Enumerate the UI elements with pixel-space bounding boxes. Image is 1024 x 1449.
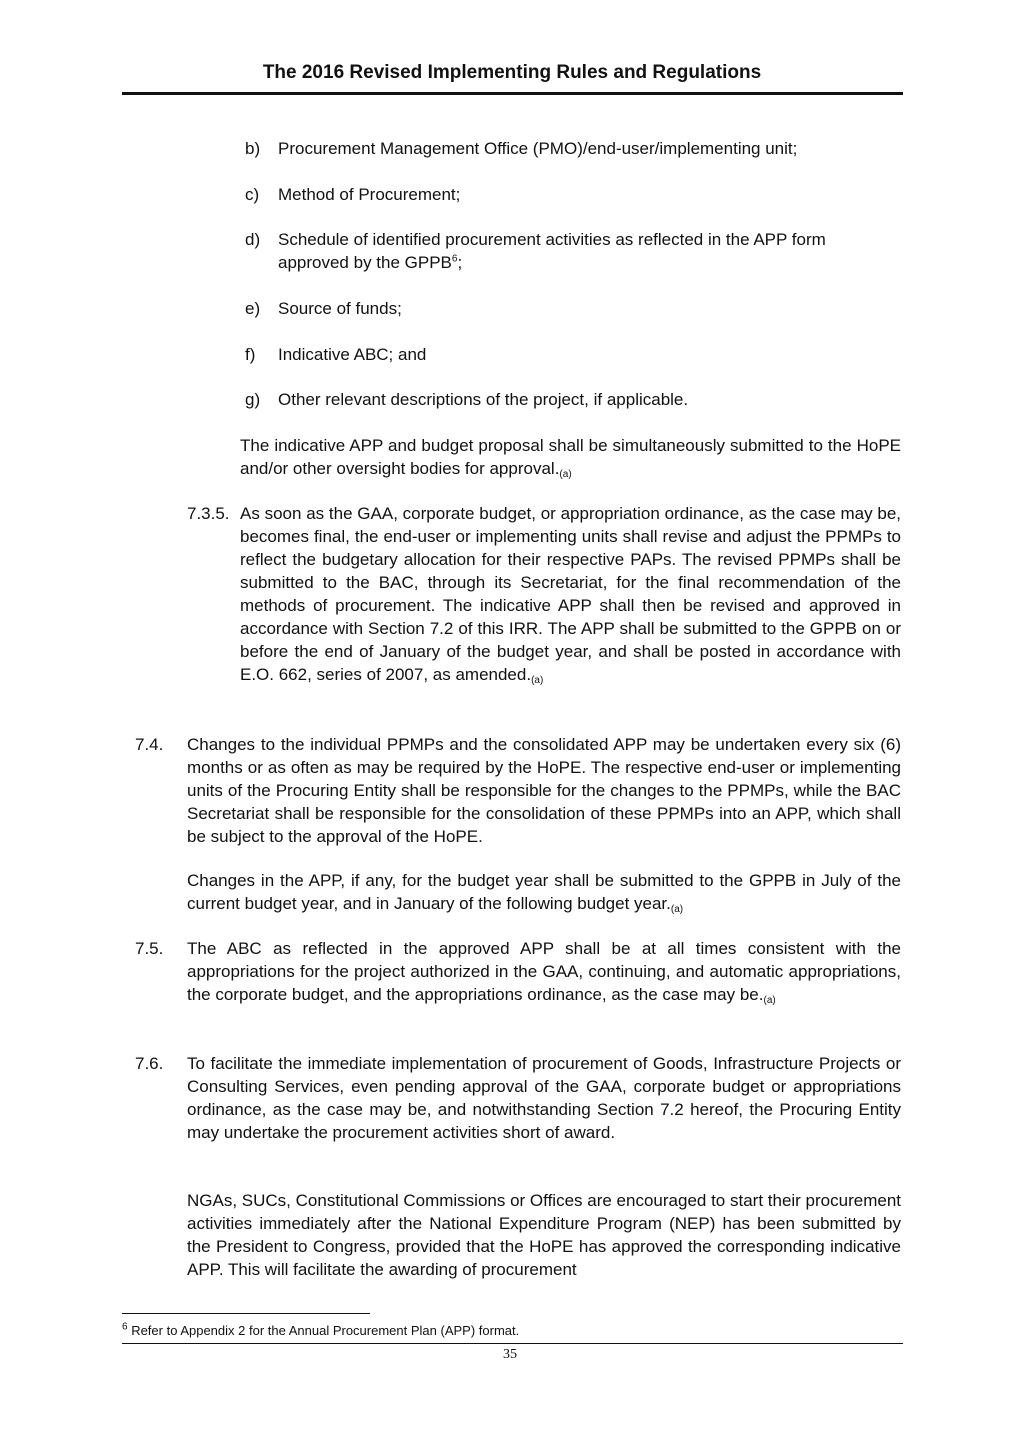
list-item-label: f): [245, 345, 256, 364]
list-item-text: Other relevant descriptions of the project, if applicable.: [278, 390, 689, 409]
page-number: 35: [503, 1347, 517, 1362]
amendment-mark: (a): [763, 995, 776, 1006]
list-item-text-line1: Schedule of identified procurement activities as reflected in the APP form: [278, 230, 826, 249]
section-7-4-paragraph-2: Changes in the APP, if any, for the budget year shall be submitted to the GPPB in July of the current budget year, and in January of the following budget $year._{(a)}$: [187, 871, 901, 915]
section-number-7-4: 7.4.: [135, 735, 164, 754]
list-item-text: [278, 228, 903, 274]
section-7-5-text: The ABC as reflected in the approved APP shall be at all times consistent with the appropriations for the project authorized in the GAA, continuing, and automatic appropriations, the corporate budget, and the appropriations ordinance, as the case may $be._{(a)}$: [187, 939, 901, 1006]
section-number-7-6: 7.6.: [135, 1054, 164, 1073]
list-item-text: Method of Procurement;: [278, 185, 461, 204]
list-item-text-line2: approved by the GPPB$^6$;: [278, 253, 463, 272]
section-number-7-3-5: 7.3.5.: [187, 504, 230, 523]
list-item-label: d): [245, 230, 261, 249]
footnote-separator: [122, 1313, 370, 1314]
list-item-text: Indicative ABC; and: [278, 345, 427, 364]
list-item-label: e): [245, 299, 261, 318]
section-7-4-text: Changes to the individual PPMPs and the consolidated APP may be undertaken every six (6) months or as often as may be required by the HoPE. The respective end-user or implementing units of the Procuring Entity shall be responsible for the changes to the PPMPs, while the BAC Secretariat shall be responsible for the consolidation of these PPMPs into an APP, which shall be subject to the approval of the HoPE.: [187, 735, 901, 846]
list-item-text: Source of funds;: [278, 299, 402, 318]
footnote-text: Refer to Appendix 2 for the Annual Procurement Plan (APP) format.: [131, 1323, 520, 1338]
page-header-title: The 2016 Revised Implementing Rules and Regulations: [262, 62, 762, 83]
list-item-label: c): [245, 185, 260, 204]
list-item-label: b): [245, 139, 261, 158]
amendment-mark: (a): [531, 675, 544, 686]
footnote-ref[interactable]: 6: [451, 253, 458, 265]
header-rule: [122, 92, 903, 95]
section-7-6-paragraph-2: NGAs, SUCs, Constitutional Commissions or Offices are encouraged to start their procurement activities immediately after the National Expenditure Program (NEP) has been submitted by the President to Congress, provided that the HoPE has approved the corresponding indicative APP. This will facilitate the awarding of procurement: [187, 1191, 901, 1279]
section-number-7-5: 7.5.: [135, 939, 164, 958]
footer-rule: [122, 1343, 903, 1344]
section-7-3-5-text: As soon as the GAA, corporate budget, or appropriation ordinance, as the case may be, becomes final, the end-user or implementing units shall revise and adjust the PPMPs to reflect the budgetary allocation for their respective PAPs. The revised PPMPs shall be submitted to the BAC, through its Secretariat, for the final recommendation of the methods of procurement. The indicative APP shall then be revised and approved in accordance with Section 7.2 of this IRR. The APP shall be submitted to the GPPB on or before the end of January of the budget year, and shall be posted in accordance with E.O. 662, series of 2007, as $amended._{(a)}$: [240, 504, 901, 686]
amendment-mark: (a): [559, 469, 572, 480]
footnote-number: 6: [122, 1321, 128, 1333]
list-item-text: Procurement Management Office (PMO)/end-user/implementing unit;: [278, 139, 798, 158]
amendment-mark: (a): [670, 904, 684, 915]
footnote: [122, 1323, 519, 1339]
list-item-label: g): [245, 390, 261, 409]
section-7-6-text: To facilitate the immediate implementation of procurement of Goods, Infrastructure Projects or Consulting Services, even pending approval of the GAA, corporate budget or appropriations ordinance, as the case may be, and notwithstanding Section 7.2 hereof, the Procuring Entity may undertake the procurement activities short of award.: [187, 1054, 901, 1142]
paragraph-indicative-app: The indicative APP and budget proposal shall be simultaneously submitted to the HoPE and/or other oversight bodies for $approval._{(a)}$: [240, 436, 901, 480]
